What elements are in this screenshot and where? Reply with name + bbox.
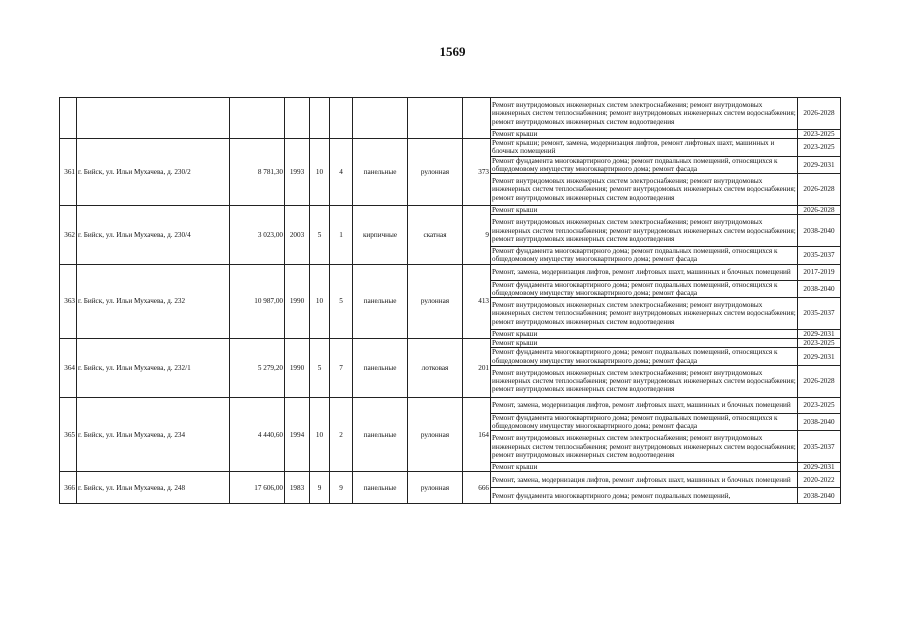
work-description: Ремонт крыши: [491, 130, 798, 139]
work-description: Ремонт, замена, модернизация лифтов, ремонт лифтовых шахт, машинных и блочных помещений: [491, 472, 798, 488]
total-area: 17 606,00: [230, 472, 285, 504]
floor-count: 10: [310, 264, 330, 339]
roof-type: рулонная: [408, 472, 463, 504]
work-period: 2023-2025: [798, 339, 841, 348]
work-description: Ремонт фундамента многоквартирного дома; ремонт подвальных помещений,: [491, 488, 798, 504]
work-description: Ремонт крыши: [491, 330, 798, 339]
work-period: 2026-2028: [798, 206, 841, 215]
work-description: Ремонт фундамента многоквартирного дома; ремонт подвальных помещений, относящихся к общедомовому имуществу многоквартирного дома; ремонт фасада: [491, 348, 798, 365]
work-period: 2020-2022: [798, 472, 841, 488]
work-period: 2029-2031: [798, 348, 841, 365]
house-address: г. Бийск, ул. Ильи Мухачева, д. 230/4: [77, 206, 230, 265]
work-period: 2029-2031: [798, 330, 841, 339]
work-description: Ремонт фундамента многоквартирного дома; ремонт подвальных помещений, относящихся к общедомовому имуществу многоквартирного дома; ремонт фасада: [491, 156, 798, 173]
floor-count: 5: [310, 206, 330, 265]
row-number: 361: [60, 139, 77, 206]
work-description: Ремонт внутридомовых инженерных систем электроснабжения; ремонт внутридомовых инженерных систем теплоснабжения; ремонт внутридомовых инженерных систем водоснабжения; ремонт внутридомовых инженерных систем водоотведения: [491, 174, 798, 206]
work-description: Ремонт внутридомовых инженерных систем электроснабжения; ремонт внутридомовых инженерных систем теплоснабжения; ремонт внутридомовых инженерных систем водоснабжения; ремонт внутридомовых инженерных систем водоотведения: [491, 298, 798, 330]
entrance-count: 1: [330, 206, 353, 265]
work-period: 2023-2025: [798, 139, 841, 156]
entrance-count: 7: [330, 339, 353, 398]
work-period: 2038-2040: [798, 413, 841, 430]
table-row: [60, 397, 841, 413]
house-address: г. Бийск, ул. Ильи Мухачева, д. 232: [77, 264, 230, 339]
work-description: Ремонт внутридомовых инженерных систем электроснабжения; ремонт внутридомовых инженерных систем теплоснабжения; ремонт внутридомовых инженерных систем водоснабжения; ремонт внутридомовых инженерных систем водоотведения: [491, 98, 798, 130]
work-description: Ремонт крыши: [491, 206, 798, 215]
table-row: [60, 98, 841, 130]
work-period: 2038-2040: [798, 280, 841, 297]
resident-count: 201: [463, 339, 491, 398]
resident-count: 666: [463, 472, 491, 504]
row-number: 365: [60, 397, 77, 472]
work-period: 2038-2040: [798, 215, 841, 247]
wall-material: панельные: [353, 472, 408, 504]
work-period: 2038-2040: [798, 488, 841, 504]
work-description: Ремонт, замена, модернизация лифтов, ремонт лифтовых шахт, машинных и блочных помещений: [491, 397, 798, 413]
empty-area-cell: [230, 98, 285, 139]
empty-walls-cell: [353, 98, 408, 139]
wall-material: панельные: [353, 264, 408, 339]
work-description: Ремонт фундамента многоквартирного дома; ремонт подвальных помещений, относящихся к общедомовому имуществу многоквартирного дома; ремонт фасада: [491, 413, 798, 430]
floor-count: 10: [310, 139, 330, 206]
work-description: Ремонт фундамента многоквартирного дома; ремонт подвальных помещений, относящихся к общедомовому имуществу многоквартирного дома; ремонт фасада: [491, 247, 798, 264]
work-period: 2035-2037: [798, 298, 841, 330]
table-body: [60, 98, 841, 504]
empty-roof-cell: [408, 98, 463, 139]
table-row: [60, 139, 841, 156]
total-area: 10 987,00: [230, 264, 285, 339]
house-address: г. Бийск, ул. Ильи Мухачева, д. 234: [77, 397, 230, 472]
house-address: г. Бийск, ул. Ильи Мухачева, д. 248: [77, 472, 230, 504]
table-row: [60, 339, 841, 348]
empty-address-cell: [77, 98, 230, 139]
row-number: 363: [60, 264, 77, 339]
house-address: г. Бийск, ул. Ильи Мухачева, д. 232/1: [77, 339, 230, 398]
entrance-count: 2: [330, 397, 353, 472]
row-number: 366: [60, 472, 77, 504]
house-address: г. Бийск, ул. Ильи Мухачева, д. 230/2: [77, 139, 230, 206]
wall-material: кирпичные: [353, 206, 408, 265]
work-description: Ремонт крыши: [491, 463, 798, 472]
build-year: 1990: [285, 264, 310, 339]
resident-count: 164: [463, 397, 491, 472]
build-year: 2003: [285, 206, 310, 265]
empty-no-cell: [60, 98, 77, 139]
entrance-count: 5: [330, 264, 353, 339]
wall-material: панельные: [353, 139, 408, 206]
work-description: Ремонт внутридомовых инженерных систем электроснабжения; ремонт внутридомовых инженерных систем теплоснабжения; ремонт внутридомовых инженерных систем водоснабжения; ремонт внутридомовых инженерных систем водоотведения: [491, 431, 798, 463]
work-description: Ремонт фундамента многоквартирного дома; ремонт подвальных помещений, относящихся к общедомовому имуществу многоквартирного дома; ремонт фасада: [491, 280, 798, 297]
total-area: 8 781,30: [230, 139, 285, 206]
build-year: 1993: [285, 139, 310, 206]
total-area: 3 023,00: [230, 206, 285, 265]
empty-floors-cell: [310, 98, 330, 139]
work-period: 2023-2025: [798, 397, 841, 413]
work-period: 2029-2031: [798, 463, 841, 472]
build-year: 1983: [285, 472, 310, 504]
work-period: 2026-2028: [798, 365, 841, 397]
empty-year-cell: [285, 98, 310, 139]
row-number: 362: [60, 206, 77, 265]
entrance-count: 9: [330, 472, 353, 504]
work-period: 2026-2028: [798, 98, 841, 130]
table-row: [60, 206, 841, 215]
roof-type: рулонная: [408, 397, 463, 472]
build-year: 1994: [285, 397, 310, 472]
total-area: 5 279,20: [230, 339, 285, 398]
work-description: Ремонт, замена, модернизация лифтов, ремонт лифтовых шахт, машинных и блочных помещений: [491, 264, 798, 280]
roof-type: скатная: [408, 206, 463, 265]
work-description: Ремонт крыши; ремонт, замена, модернизация лифтов, ремонт лифтовых шахт, машинных и блочных помещений: [491, 139, 798, 156]
floor-count: 10: [310, 397, 330, 472]
floor-count: 5: [310, 339, 330, 398]
roof-type: рулонная: [408, 139, 463, 206]
work-period: 2023-2025: [798, 130, 841, 139]
table-row: [60, 472, 841, 488]
wall-material: панельные: [353, 339, 408, 398]
work-period: 2029-2031: [798, 156, 841, 173]
work-description: Ремонт внутридомовых инженерных систем электроснабжения; ремонт внутридомовых инженерных систем теплоснабжения; ремонт внутридомовых инженерных систем водоснабжения; ремонт внутридомовых инженерных систем водоотведения: [491, 365, 798, 397]
work-period: 2035-2037: [798, 247, 841, 264]
work-period: 2017-2019: [798, 264, 841, 280]
roof-type: рулонная: [408, 264, 463, 339]
row-number: 364: [60, 339, 77, 398]
work-period: 2035-2037: [798, 431, 841, 463]
table-row: [60, 264, 841, 280]
work-description: Ремонт крыши: [491, 339, 798, 348]
roof-type: лотковая: [408, 339, 463, 398]
resident-count: 9: [463, 206, 491, 265]
empty-residents-cell: [463, 98, 491, 139]
total-area: 4 440,60: [230, 397, 285, 472]
entrance-count: 4: [330, 139, 353, 206]
work-description: Ремонт внутридомовых инженерных систем электроснабжения; ремонт внутридомовых инженерных систем теплоснабжения; ремонт внутридомовых инженерных систем водоснабжения; ремонт внутридомовых инженерных систем водоотведения: [491, 215, 798, 247]
resident-count: 413: [463, 264, 491, 339]
wall-material: панельные: [353, 397, 408, 472]
resident-count: 373: [463, 139, 491, 206]
empty-entrances-cell: [330, 98, 353, 139]
page-number: 1569: [439, 44, 466, 59]
floor-count: 9: [310, 472, 330, 504]
build-year: 1990: [285, 339, 310, 398]
work-period: 2026-2028: [798, 174, 841, 206]
housing-repair-table: [59, 97, 841, 504]
